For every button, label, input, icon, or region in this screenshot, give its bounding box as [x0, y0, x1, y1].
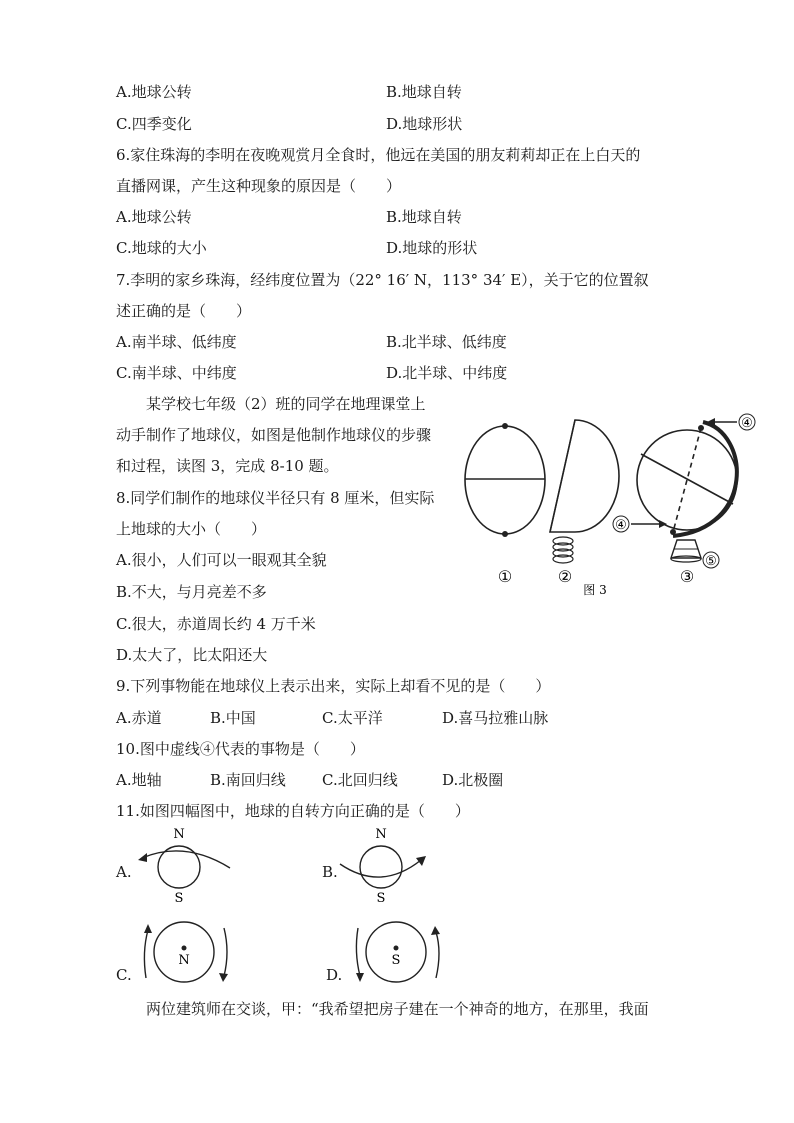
q10-option-a: A.地轴	[116, 771, 162, 789]
q9-option-c: C.太平洋	[322, 709, 383, 727]
q5-option-d: D.地球形状	[386, 115, 463, 133]
q8-stem-line1: 8.同学们制作的地球仪半径只有 8 厘米，但实际	[116, 489, 435, 507]
intro-line1: 某学校七年级（2）班的同学在地理课堂上	[146, 395, 426, 413]
q10-option-c: C.北回归线	[322, 771, 398, 789]
q11-option-d-diagram	[344, 918, 454, 988]
q7-stem-line2: 述正确的是（ ）	[116, 302, 252, 320]
q7-option-a: A.南半球、低纬度	[116, 333, 237, 351]
label4-left-arrow	[613, 516, 667, 533]
q11-option-c-diagram	[132, 918, 242, 988]
q5-option-a: A.地球公转	[116, 83, 192, 101]
step3-globe-on-stand	[637, 422, 737, 562]
q10-option-d: D.北极圈	[442, 771, 504, 789]
north-label: N	[375, 827, 387, 842]
q11-option-a-diagram	[130, 822, 240, 904]
next-passage-line1: 两位建筑师在交谈，甲：“我希望把房子建在一个神奇的地方，在那里，我面	[146, 1000, 649, 1018]
q10-option-b: B.南回归线	[210, 771, 286, 789]
q6-option-b: B.地球自转	[386, 208, 462, 226]
south-label: S	[391, 953, 401, 968]
q6-option-d: D.地球的形状	[386, 239, 478, 257]
q7-option-d: D.北半球、中纬度	[386, 364, 508, 382]
step-number-3: ③	[679, 567, 695, 586]
q11-option-a-label: A.	[116, 863, 132, 881]
q8-option-c: C.很大，赤道周长约 4 万千米	[116, 615, 316, 633]
q11-option-c-label: C.	[116, 966, 132, 984]
q11-option-d-label: D.	[326, 966, 343, 984]
q11-option-b-label: B.	[322, 863, 338, 881]
q11-stem: 11.如图四幅图中，地球的自转方向正确的是（ ）	[116, 802, 470, 820]
q7-option-b: B.北半球、低纬度	[386, 333, 507, 351]
north-label: N	[173, 827, 185, 842]
q5-option-c: C.四季变化	[116, 115, 192, 133]
q7-option-c: C.南半球、中纬度	[116, 364, 237, 382]
q6-option-a: A.地球公转	[116, 208, 192, 226]
q9-stem: 9.下列事物能在地球仪上表示出来，实际上却看不见的是（ ）	[116, 677, 551, 695]
q6-stem-line1: 6.家住珠海的李明在夜晚观赏月全食时，他远在美国的朋友莉莉却正在上白天的	[116, 146, 641, 164]
q8-option-b: B.不大，与月亮差不多	[116, 583, 267, 601]
label-4-left: ④	[615, 518, 627, 533]
q6-option-c: C.地球的大小	[116, 239, 207, 257]
q6-stem-line2: 直播网课，产生这种现象的原因是（ ）	[116, 177, 402, 195]
q10-stem: 10.图中虚线④代表的事物是（ ）	[116, 740, 365, 758]
q5-option-b: B.地球自转	[386, 83, 462, 101]
label5	[703, 552, 719, 569]
q9-option-a: A.赤道	[116, 709, 162, 727]
intro-line3: 和过程，读图 3，完成 8-10 题。	[116, 457, 339, 475]
label-4-top: ④	[741, 416, 753, 431]
intro-line2: 动手制作了地球仪，如图是他制作地球仪的步骤	[116, 426, 432, 444]
q8-option-d: D.太大了，比太阳还大	[116, 646, 268, 664]
q9-option-d: D.喜马拉雅山脉	[442, 709, 549, 727]
q8-stem-line2: 上地球的大小（ ）	[116, 520, 267, 538]
figure-caption: 图 3	[583, 583, 607, 597]
step2-halfsphere-drawing	[550, 420, 619, 563]
south-label: S	[376, 891, 386, 904]
step-number-2: ②	[557, 567, 573, 586]
north-label: N	[178, 953, 190, 968]
q7-stem-line1: 7.李明的家乡珠海，经纬度位置为（22° 16′ N，113° 34′ E），关于它的位置叙	[116, 271, 649, 289]
q11-option-b-diagram	[336, 822, 446, 904]
figure-3-globe-steps	[455, 408, 775, 603]
q8-option-a: A.很小，人们可以一眼观其全貌	[116, 551, 327, 569]
label-5: ⑤	[705, 554, 717, 569]
q9-option-b: B.中国	[210, 709, 256, 727]
step-number-1: ①	[497, 567, 513, 586]
south-label: S	[174, 891, 184, 904]
step1-circle-drawing	[465, 423, 545, 537]
